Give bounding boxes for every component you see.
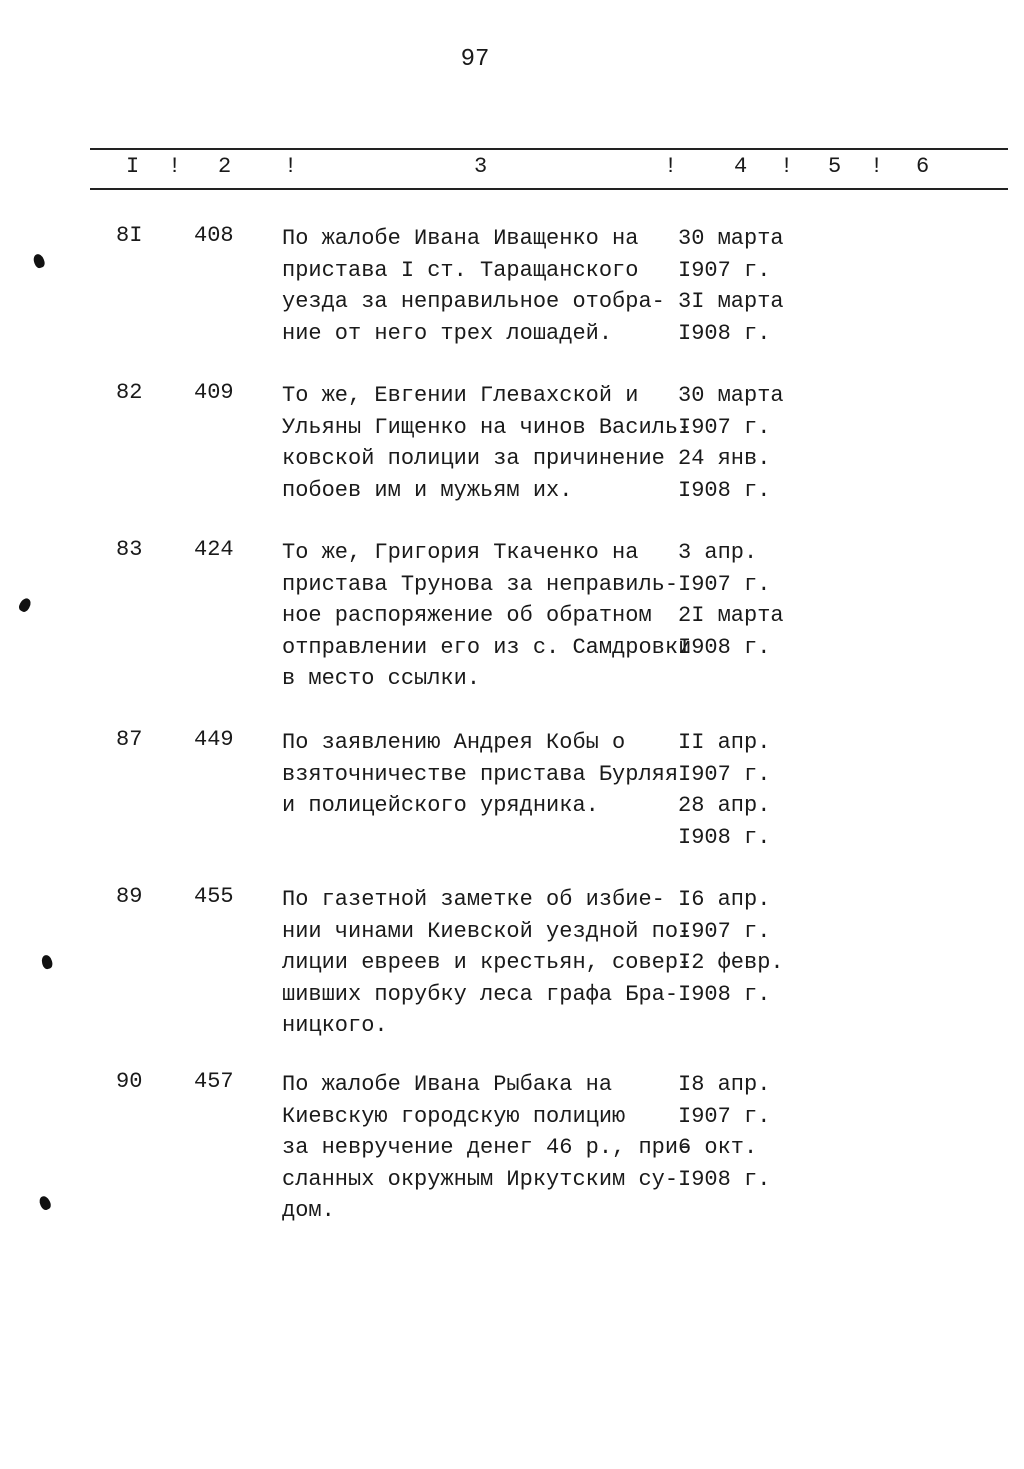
date-line: I907 г.: [678, 918, 771, 944]
date-line: I908 г.: [678, 634, 771, 660]
description-line: отправлении его из с. Самдровки: [282, 634, 692, 660]
entry-description: [282, 1069, 702, 1227]
description-line: пристава Трунова за неправиль-: [282, 571, 679, 597]
date-line: I908 г.: [678, 1166, 771, 1192]
entry-dates: [678, 727, 808, 853]
column-separator: !: [870, 154, 884, 179]
column-header-row: [0, 154, 1024, 184]
file-number: 455: [194, 884, 234, 909]
column-separator: !: [284, 154, 298, 179]
description-line: Киевскую городскую полицию: [282, 1103, 626, 1129]
description-line: По газетной заметке об избие-: [282, 887, 665, 912]
date-line: I907 г.: [678, 257, 771, 283]
description-line: ковской полиции за причинение: [282, 446, 665, 471]
file-number: 449: [194, 727, 234, 752]
description-line: взяточничестве пристава Бурляя: [282, 761, 679, 787]
description-line: ние от него трех лошадей.: [282, 320, 613, 346]
description-line: То же, Евгении Глевахской и: [282, 383, 639, 408]
date-line: 28 апр.: [678, 793, 771, 818]
entry-description: [282, 727, 702, 822]
entry-dates: [678, 884, 808, 1010]
description-line: дом.: [282, 1198, 335, 1223]
date-line: I908 г.: [678, 824, 771, 850]
description-line: уезда за неправильное отобра-: [282, 289, 665, 314]
column-header-1: I: [126, 154, 140, 179]
date-line: I2 февр.: [678, 950, 784, 975]
entry-number: 89: [116, 884, 143, 909]
date-line: I907 г.: [678, 571, 771, 597]
date-line: 6 окт.: [678, 1135, 758, 1160]
column-separator: !: [780, 154, 794, 179]
date-line: I8 апр.: [678, 1072, 771, 1097]
column-header-3: 3: [474, 154, 488, 179]
description-line: По заявлению Андрея Кобы о: [282, 730, 626, 755]
description-line: побоев им и мужьям их.: [282, 477, 573, 503]
entry-dates: [678, 1069, 808, 1195]
entry-number: 82: [116, 380, 143, 405]
date-line: II апр.: [678, 730, 771, 755]
entry-description: [282, 380, 702, 506]
description-line: То же, Григория Ткаченко на: [282, 540, 639, 565]
description-line: сланных окружным Иркутским су-: [282, 1166, 679, 1192]
binding-hole-mark: [32, 253, 46, 270]
file-number: 424: [194, 537, 234, 562]
header-top-rule: [90, 148, 1008, 150]
entry-number: 90: [116, 1069, 143, 1094]
binding-hole-mark: [38, 1195, 53, 1212]
date-line: 24 янв.: [678, 446, 771, 471]
description-line: лиции евреев и крестьян, совер-: [282, 950, 692, 975]
description-line: шивших порубку леса графа Бра-: [282, 981, 679, 1007]
file-number: 408: [194, 223, 234, 248]
description-line: за невручение денег 46 р., при-: [282, 1135, 692, 1160]
date-line: 30 марта: [678, 383, 784, 408]
description-line: Ульяны Гищенко на чинов Василь-: [282, 414, 692, 440]
description-line: и полицейского урядника.: [282, 793, 599, 818]
date-line: I907 г.: [678, 414, 771, 440]
date-line: I908 г.: [678, 981, 771, 1007]
date-line: I908 г.: [678, 320, 771, 346]
description-line: ное распоряжение об обратном: [282, 603, 652, 628]
entry-description: [282, 223, 702, 349]
description-line: в место ссылки.: [282, 666, 481, 691]
file-number: 409: [194, 380, 234, 405]
entry-number: 8I: [116, 223, 143, 248]
binding-hole-mark: [17, 596, 33, 613]
column-header-5: 5: [828, 154, 842, 179]
date-line: I907 г.: [678, 1103, 771, 1129]
column-header-2: 2: [218, 154, 232, 179]
entry-dates: [678, 380, 808, 506]
entry-description: [282, 537, 702, 695]
description-line: По жалобе Ивана Рыбака на: [282, 1072, 613, 1097]
entry-number: 87: [116, 727, 143, 752]
date-line: 3I марта: [678, 289, 784, 314]
entry-description: [282, 884, 702, 1042]
column-header-6: 6: [916, 154, 930, 179]
date-line: 30 марта: [678, 226, 784, 251]
date-line: 3 апр.: [678, 540, 758, 565]
description-line: нии чинами Киевской уездной по-: [282, 918, 692, 944]
column-separator: !: [664, 154, 678, 179]
entry-number: 83: [116, 537, 143, 562]
description-line: ницкого.: [282, 1013, 388, 1038]
entry-dates: [678, 223, 808, 349]
file-number: 457: [194, 1069, 234, 1094]
header-bottom-rule: [90, 188, 1008, 190]
description-line: пристава I ст. Таращанского: [282, 257, 639, 283]
date-line: 2I марта: [678, 603, 784, 628]
column-separator: !: [168, 154, 182, 179]
date-line: I908 г.: [678, 477, 771, 503]
description-line: По жалобе Ивана Иващенко на: [282, 226, 639, 251]
column-header-4: 4: [734, 154, 748, 179]
binding-hole-mark: [40, 954, 53, 970]
entry-dates: [678, 537, 808, 663]
date-line: I907 г.: [678, 761, 771, 787]
page-number: 97: [460, 46, 490, 73]
date-line: I6 апр.: [678, 887, 771, 912]
